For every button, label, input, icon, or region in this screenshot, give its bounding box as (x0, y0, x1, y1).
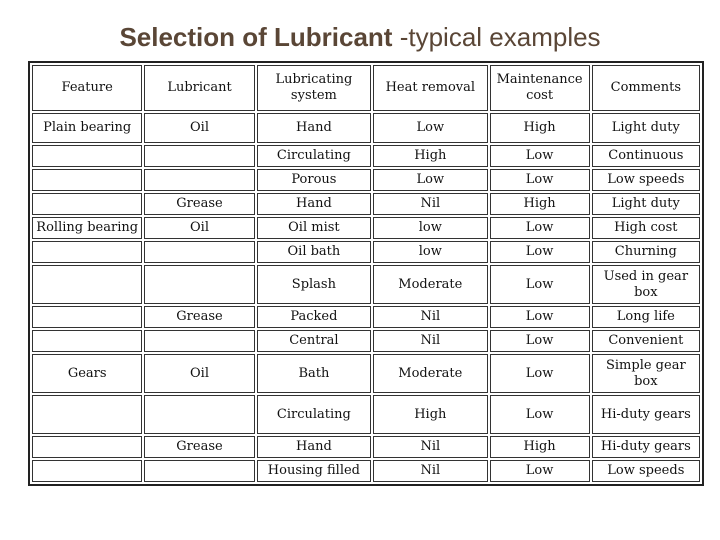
cell-maintenance: Low (490, 395, 590, 434)
cell-system: Hand (257, 113, 371, 143)
cell-lubricant: Grease (144, 193, 254, 215)
table-row (32, 306, 700, 328)
cell-heat-removal: Low (373, 113, 487, 143)
cell-comments: Churning (592, 241, 700, 263)
cell-heat-removal: Nil (373, 306, 487, 328)
cell-system: Housing filled (257, 460, 371, 482)
cell-comments: Convenient (592, 330, 700, 352)
table-header-row (32, 65, 700, 111)
table-row (32, 395, 700, 434)
header-lubricating-system: Lubricating system (257, 65, 371, 111)
lubricant-table (28, 61, 704, 486)
cell-comments: Light duty (592, 193, 700, 215)
cell-heat-removal: Nil (373, 330, 487, 352)
cell-heat-removal: High (373, 395, 487, 434)
header-heat-removal: Heat removal (373, 65, 487, 111)
cell-maintenance: Low (490, 354, 590, 393)
cell-heat-removal: low (373, 217, 487, 239)
cell-feature (32, 460, 142, 482)
cell-comments: Long life (592, 306, 700, 328)
table-row (32, 436, 700, 458)
cell-lubricant (144, 241, 254, 263)
cell-heat-removal: low (373, 241, 487, 263)
cell-system: Hand (257, 436, 371, 458)
table-row (32, 169, 700, 191)
cell-system: Central (257, 330, 371, 352)
table-row (32, 330, 700, 352)
header-feature: Feature (32, 65, 142, 111)
cell-feature (32, 330, 142, 352)
cell-heat-removal: Nil (373, 460, 487, 482)
cell-comments: Low speeds (592, 169, 700, 191)
cell-system: Packed (257, 306, 371, 328)
cell-heat-removal: Moderate (373, 354, 487, 393)
page-title (0, 22, 720, 53)
cell-comments: Simple gear box (592, 354, 700, 393)
cell-lubricant: Grease (144, 306, 254, 328)
cell-comments: Low speeds (592, 460, 700, 482)
cell-comments: Hi-duty gears (592, 395, 700, 434)
cell-lubricant: Oil (144, 113, 254, 143)
cell-feature: Gears (32, 354, 142, 393)
cell-comments: Used in gear box (592, 265, 700, 304)
cell-heat-removal: High (373, 145, 487, 167)
cell-heat-removal: Nil (373, 193, 487, 215)
cell-feature: Plain bearing (32, 113, 142, 143)
cell-feature (32, 241, 142, 263)
cell-comments: Hi-duty gears (592, 436, 700, 458)
table-row (32, 354, 700, 393)
cell-maintenance: Low (490, 241, 590, 263)
cell-system: Oil bath (257, 241, 371, 263)
cell-system: Oil mist (257, 217, 371, 239)
cell-maintenance: Low (490, 217, 590, 239)
cell-maintenance: Low (490, 306, 590, 328)
cell-system: Circulating (257, 395, 371, 434)
cell-system: Hand (257, 193, 371, 215)
cell-maintenance: High (490, 113, 590, 143)
cell-heat-removal: Low (373, 169, 487, 191)
cell-lubricant (144, 265, 254, 304)
cell-maintenance: High (490, 193, 590, 215)
table-row (32, 241, 700, 263)
cell-system: Bath (257, 354, 371, 393)
table-row (32, 265, 700, 304)
cell-maintenance: Low (490, 265, 590, 304)
cell-lubricant: Oil (144, 354, 254, 393)
cell-lubricant (144, 395, 254, 434)
cell-heat-removal: Moderate (373, 265, 487, 304)
cell-feature (32, 169, 142, 191)
cell-heat-removal: Nil (373, 436, 487, 458)
cell-lubricant (144, 169, 254, 191)
cell-lubricant (144, 330, 254, 352)
cell-feature (32, 265, 142, 304)
cell-feature (32, 436, 142, 458)
cell-maintenance: High (490, 436, 590, 458)
cell-comments: Continuous (592, 145, 700, 167)
cell-lubricant (144, 145, 254, 167)
table-row (32, 113, 700, 143)
table-row (32, 145, 700, 167)
cell-maintenance: Low (490, 169, 590, 191)
table-row (32, 460, 700, 482)
cell-system: Splash (257, 265, 371, 304)
header-maintenance-cost: Maintenance cost (490, 65, 590, 111)
cell-lubricant: Grease (144, 436, 254, 458)
title-subtitle: -typical examples (399, 22, 601, 52)
table-row (32, 217, 700, 239)
cell-maintenance: Low (490, 330, 590, 352)
cell-lubricant: Oil (144, 217, 254, 239)
header-comments: Comments (592, 65, 700, 111)
title-main: Selection of Lubricant (119, 22, 393, 52)
header-lubricant: Lubricant (144, 65, 254, 111)
cell-maintenance: Low (490, 145, 590, 167)
cell-system: Porous (257, 169, 371, 191)
cell-feature (32, 395, 142, 434)
table-row (32, 193, 700, 215)
cell-lubricant (144, 460, 254, 482)
cell-feature (32, 306, 142, 328)
cell-maintenance: Low (490, 460, 590, 482)
cell-feature: Rolling bearing (32, 217, 142, 239)
cell-feature (32, 145, 142, 167)
cell-feature (32, 193, 142, 215)
cell-comments: Light duty (592, 113, 700, 143)
cell-comments: High cost (592, 217, 700, 239)
cell-system: Circulating (257, 145, 371, 167)
